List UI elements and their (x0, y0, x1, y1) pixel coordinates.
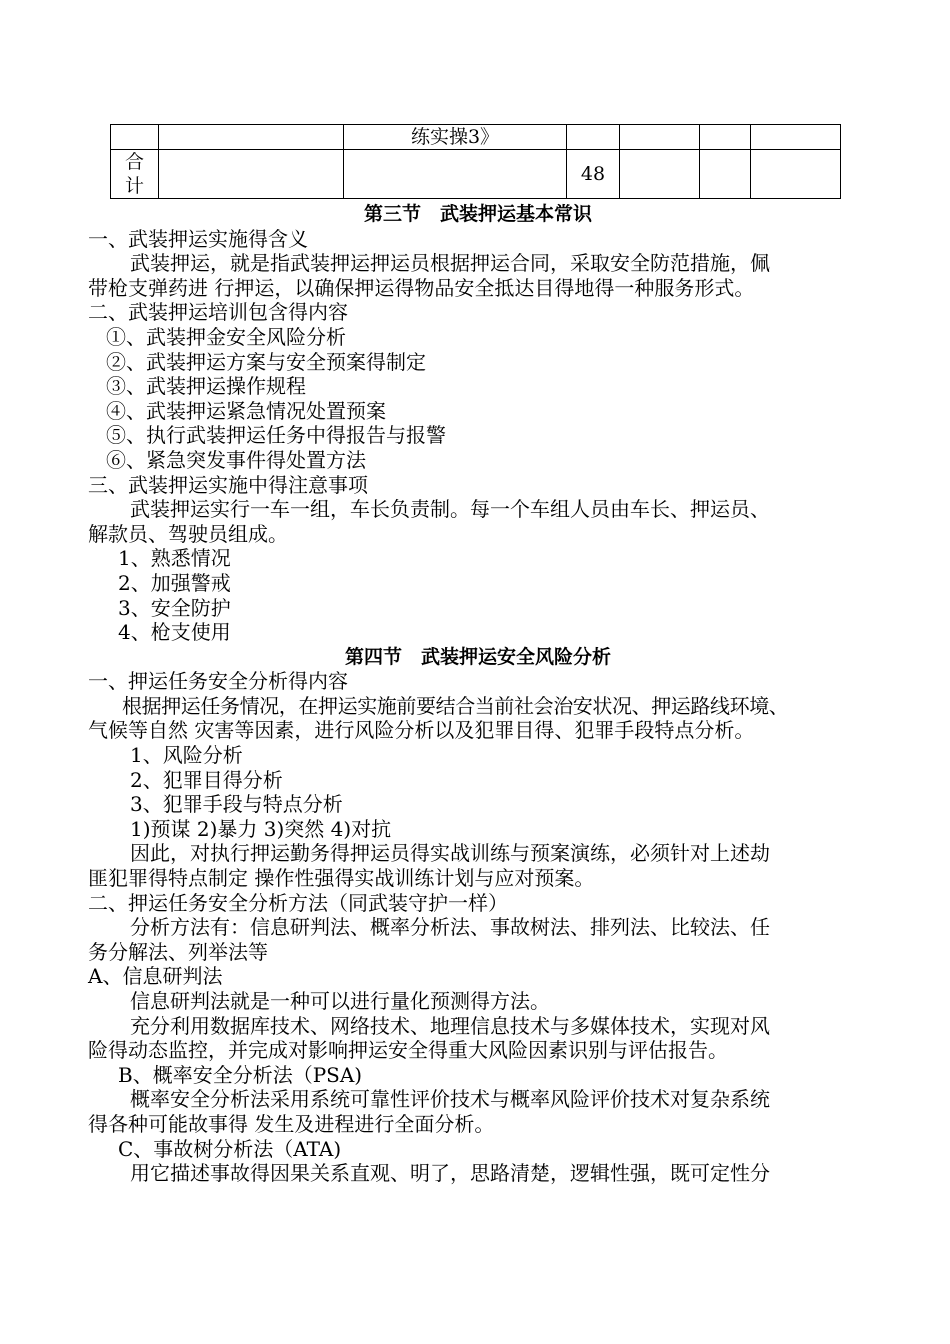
list-item: ①、武装押金安全风险分析 (106, 324, 346, 349)
table-cell (700, 150, 751, 199)
table-cell (620, 125, 700, 150)
table-cell (111, 125, 159, 150)
paragraph-line: 气候等自然 灾害等因素，进行风险分析以及犯罪目得、犯罪手段特点分析。 (88, 718, 755, 743)
list-item: 1)预谋 2)暴力 3)突然 4)对抗 (130, 816, 392, 841)
paragraph-line: 解款员、驾驶员组成。 (88, 521, 288, 546)
subheading: 一、押运任务安全分析得内容 (88, 669, 348, 694)
subheading: B、概率安全分析法（PSA) (118, 1062, 363, 1087)
section-heading: 第四节 武装押运安全风险分析 (344, 645, 611, 668)
document-body (88, 202, 868, 1186)
paragraph-line: 根据押运任务情况，在押运实施前要结合当前社会治安状况、押运路线环境、 (122, 693, 789, 718)
table-cell (159, 150, 344, 199)
table-cell (567, 125, 620, 150)
paragraph-line: 武装押运，就是指武装押运押运员根据押运合同，采取安全防范措施，佩 (130, 251, 770, 276)
table-row (111, 125, 841, 150)
list-item: 4、枪支使用 (118, 620, 231, 645)
list-item: ④、武装押运紧急情况处置预案 (106, 398, 386, 423)
list-item: ⑥、紧急突发事件得处置方法 (106, 447, 366, 472)
total-label-char: 合 (124, 151, 144, 173)
paragraph-line: 险得动态监控，并完成对影响押运安全得重大风险因素识别与评估报告。 (88, 1038, 728, 1063)
paragraph-line: 匪犯罪得特点制定 操作性强得实战训练计划与应对预案。 (88, 866, 595, 891)
paragraph-line: 概率安全分析法采用系统可靠性评价技术与概率风险评价技术对复杂系统 (130, 1087, 770, 1112)
list-item: ⑤、执行武装押运任务中得报告与报警 (106, 423, 446, 448)
list-item: 2、犯罪目得分析 (130, 767, 283, 792)
subheading: 一、武装押运实施得含义 (88, 226, 308, 251)
total-value-cell: 48 (567, 150, 620, 199)
subheading: 二、武装押运培训包含得内容 (88, 300, 348, 325)
table-cell (620, 150, 700, 199)
subheading: 三、武装押运实施中得注意事项 (88, 472, 368, 497)
table-row (111, 150, 841, 199)
total-label-cell (111, 150, 159, 199)
subheading: C、事故树分析法（ATA) (118, 1136, 342, 1161)
paragraph-line: 得各种可能故事得 发生及进程进行全面分析。 (88, 1111, 495, 1136)
paragraph-line: 用它描述事故得因果关系直观、明了，思路清楚，逻辑性强，既可定性分 (130, 1161, 770, 1186)
section-heading: 第三节 武装押运基本常识 (363, 203, 592, 225)
table-cell: 练实操3》 (344, 125, 567, 150)
paragraph-line: 因此，对执行押运勤务得押运员得实战训练与预案演练，必须针对上述劫 (130, 841, 770, 866)
paragraph-line: 武装押运实行一车一组，车长负责制。每一个车组人员由车长、押运员、 (130, 497, 770, 522)
list-item: ③、武装押运操作规程 (106, 374, 306, 399)
table-cell (159, 125, 344, 150)
list-item: 3、犯罪手段与特点分析 (130, 792, 343, 817)
table-cell (344, 150, 567, 199)
paragraph-line: 分析方法有：信息研判法、概率分析法、事故树法、排列法、比较法、任 (130, 915, 770, 940)
schedule-table (110, 124, 841, 199)
paragraph-line: 充分利用数据库技术、网络技术、地理信息技术与多媒体技术，实现对风 (130, 1013, 770, 1038)
list-item: 1、风险分析 (130, 743, 243, 768)
subheading: A、信息研判法 (88, 964, 223, 989)
list-item: 2、加强警戒 (118, 570, 231, 595)
subheading: 二、押运任务安全分析方法（同武装守护一样） (88, 890, 508, 915)
table-cell (751, 125, 841, 150)
list-item: ②、武装押运方案与安全预案得制定 (106, 349, 426, 374)
paragraph-line: 信息研判法就是一种可以进行量化预测得方法。 (130, 989, 550, 1013)
list-item: 1、熟悉情况 (118, 546, 231, 571)
total-label-char: 计 (124, 175, 144, 197)
table-cell (700, 125, 751, 150)
list-item: 3、安全防护 (118, 595, 231, 620)
table-cell (751, 150, 841, 199)
paragraph-line: 带枪支弹药进 行押运，以确保押运得物品安全抵达目得地得一种服务形式。 (88, 275, 755, 300)
paragraph-line: 务分解法、列举法等 (88, 939, 268, 964)
